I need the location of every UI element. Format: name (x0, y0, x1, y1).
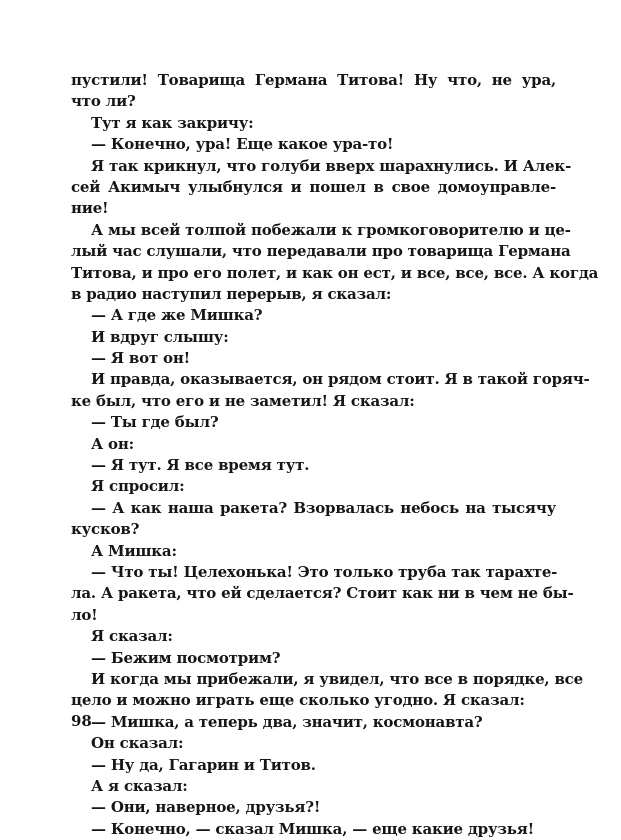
text-line: И когда мы прибежали, я увидел, что все в порядке, все (91, 669, 583, 688)
text-line: — Ты где был? (91, 413, 219, 432)
text-line: — Я тут. Я все время тут. (91, 456, 310, 475)
text-line: кусков? (71, 520, 140, 539)
text-line: — Конечно, — сказал Мишка, — еще какие друзья! (91, 819, 534, 838)
text-line: Я спросил: (91, 477, 185, 496)
text-line: ние! (71, 199, 109, 218)
text-line: пустили! Товарища Германа Титова! Ну что, не ура, (71, 71, 556, 89)
text-line: цело и можно играть еще сколько угодно. Я сказал: (71, 691, 525, 710)
text-line: что ли? (71, 92, 136, 111)
text-line: лый час слушали, что передавали про товарища Германа (71, 242, 571, 261)
text-line: И правда, оказывается, он рядом стоит. Я в такой горяч- (91, 370, 590, 389)
text-line: — Что ты! Целехонька! Это только труба так тарахте- (91, 562, 558, 581)
text-line: ке был, что его и не заметил! Я сказал: (71, 391, 415, 410)
text-line: А мы всей толпой побежали к громкоговорителю и це- (91, 220, 571, 239)
text-line: в радио наступил перерыв, я сказал: (71, 284, 392, 303)
text-line: Я сказал: (91, 627, 173, 646)
text-line: Тут я как закричу: (91, 113, 254, 132)
text-line: ла. А ракета, что ей сделается? Стоит как ни в чем не бы- (71, 584, 574, 603)
text-line: — Они, наверное, друзья?! (91, 798, 321, 817)
text-line: — Ну да, Гагарин и Титов. (91, 755, 316, 774)
text-line: — Бежим посмотрим? (91, 648, 281, 667)
text-line: ло! (71, 605, 98, 624)
text-line: Я так крикнул, что голуби вверх шарахнулись. И Алек- (91, 156, 572, 175)
text-line: — Я вот он! (91, 349, 190, 368)
page-number: 98 (71, 712, 92, 730)
text-line: сей Акимыч улыбнулся и пошел в свое домоуправле- (71, 177, 556, 196)
body-text (71, 70, 599, 840)
text-line: — А как наша ракета? Взорвалась небось на тысячу (91, 498, 556, 517)
text-line: А Мишка: (91, 541, 177, 560)
text-line: — Конечно, ура! Еще какое ура-то! (91, 135, 394, 154)
text-line: Он сказал: (91, 734, 184, 753)
text-line: — А где же Мишка? (91, 306, 263, 325)
text-line: А я сказал: (91, 776, 188, 795)
text-line: Титова, и про его полет, и как он ест, и все, все, все. А когда (71, 263, 599, 282)
text-line: И вдруг слышу: (91, 327, 229, 346)
text-line: — Мишка, а теперь два, значит, космонавта? (91, 712, 483, 731)
text-line: А он: (91, 434, 134, 453)
